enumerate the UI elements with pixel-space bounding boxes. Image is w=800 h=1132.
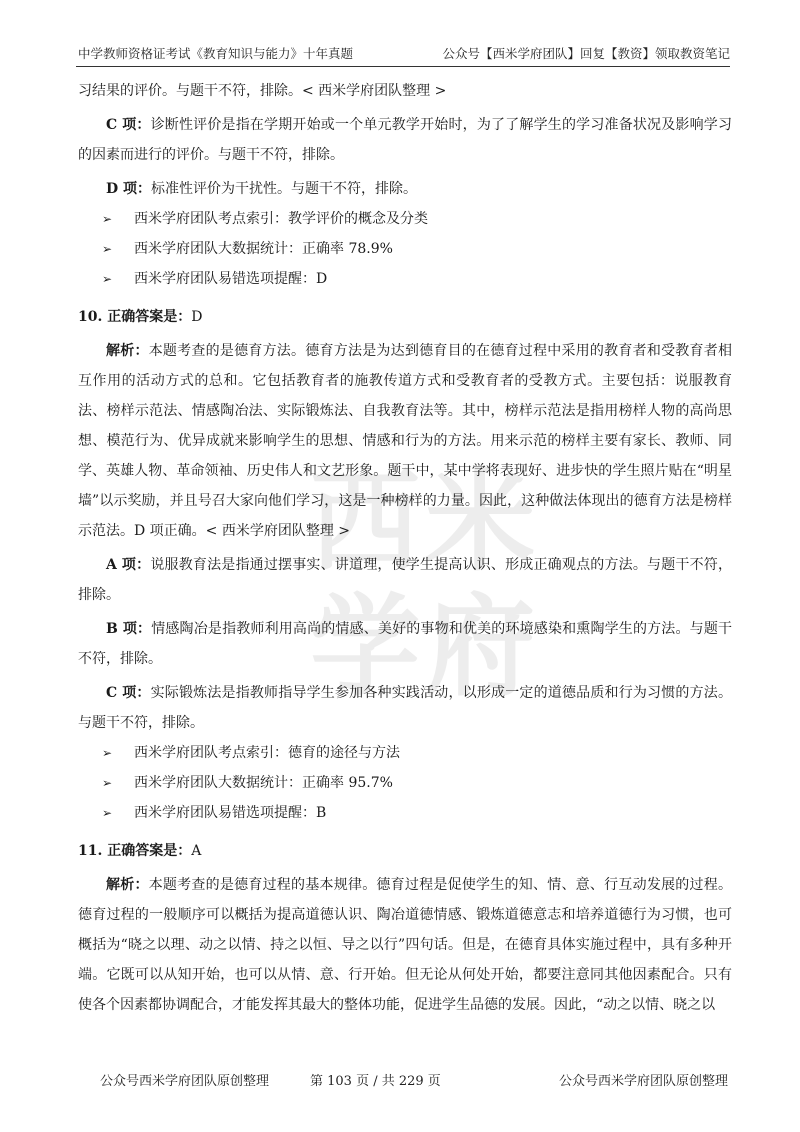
option-c-analysis [78,110,732,170]
bullet-item [78,738,732,768]
option-b-analysis [78,614,732,674]
page-header [78,44,730,66]
watermark-char-1: 西 [310,458,420,586]
arrow-bullet-icon: ➢ [102,746,113,760]
continued-line: 习结果的评价。与题干不符，排除。< 西米学府团队整理 > [78,83,447,99]
question-10-analysis [78,336,732,546]
header-right-note: 公众号【西米学府团队】回复【教资】领取教资笔记 [442,46,730,61]
option-b-text: 情感陶冶是指教师利用高尚的情感、美好的事物和优美的环境感染和熏陶学生的方法。与题干不符，排除。 [78,621,732,667]
option-d-label: D 项： [106,181,152,197]
bullet-item [78,264,732,294]
option-d-analysis [78,174,732,204]
bullet-text: 西米学府团队大数据统计：正确率 78.9% [134,241,393,257]
arrow-bullet-icon: ➢ [102,272,113,286]
arrow-bullet-icon: ➢ [102,806,113,820]
footer-left: 公众号西米学府团队原创整理 [100,1074,270,1089]
analysis-label: 解析： [106,343,149,359]
question-10-title [78,302,732,332]
bullet-text: 西米学府团队易错选项提醒：B [134,805,327,821]
option-c2-text: 实际锻炼法是指教师指导学生参加各种实践活动，以形成一定的道德品质和行为习惯的方法。与题干不符，排除。 [78,685,732,731]
bullet-item [78,798,732,828]
bullet-item [78,768,732,798]
option-c-text: 诊断性评价是指在学期开始或一个单元教学开始时，为了了解学生的学习准备状况及影响学习的因素而进行的评价。与题干不符，排除。 [78,117,732,163]
bullet-text: 西米学府团队考点索引：教学评价的概念及分类 [134,211,428,227]
document-body [78,76,732,1020]
option-c-label: C 项： [106,117,151,133]
page-number: 第 103 页 / 共 229 页 [310,1074,441,1089]
question-11-answer: A [191,843,202,859]
bullet-item [78,204,732,234]
bullet-text: 西米学府团队考点索引：德育的途径与方法 [134,745,400,761]
header-divider [76,66,730,67]
option-c2-label: C 项： [106,685,151,701]
footer-right: 公众号西米学府团队原创整理 [558,1074,728,1089]
arrow-bullet-icon: ➢ [102,776,113,790]
bullet-text: 西米学府团队大数据统计：正确率 95.7% [134,775,393,791]
analysis-text: 本题考查的是德育方法。德育方法是为达到德育目的在德育过程中采用的教育者和受教育者相互作用的活动方式的总和。它包括教育者的施教传道方式和受教育者的受教方式。主要包括：说服教育法、榜样示范法、情感陶冶法、实际锻炼法、自我教育法等。其中，榜样示范法是指用榜样人物的高尚思想、模范行为、优异成就来影响学生的思想、情感和行为的方法。用来示范的榜样主要有家长、教师、同学、英雄人物、革命领袖、历史伟人和文艺形象。题干中，某中学将表现好、进步快的学生照片贴在“明星墙”以示奖励，并且号召大家向他们学习，这是一种榜样的力量。因此，这种做法体现出的德育方法是榜样示范法。D 项正确。< 西米学府团队整理 > [78,343,733,539]
question-10-label: 10. 正确答案是： [78,309,192,325]
watermark-char-3: 学 [310,583,420,710]
question-11-title [78,836,732,866]
option-a-text: 说服教育法是指通过摆事实、讲道理，使学生提高认识、形成正确观点的方法。与题干不符，排除。 [78,557,732,603]
question-11-label: 11. 正确答案是： [78,843,192,859]
option-d-text: 标准性评价为干扰性。与题干不符，排除。 [151,181,418,197]
analysis-text: 本题考查的是德育过程的基本规律。德育过程是促使学生的知、情、意、行互动发展的过程。德育过程的一般顺序可以概括为提高道德认识、陶冶道德情感、锻炼道德意志和培养道德行为习惯，也可概括为“晓之以理、动之以情、持之以恒、导之以行”四句话。但是，在德育具体实施过程中，具有多种开端。它既可以从知开始，也可以从情、意、行开始。但无论从何处开始，都要注意同其他因素配合。只有使各个因素都协调配合，才能发挥其最大的整体功能，促进学生品德的发展。因此，“动之以情、晓之以 [78,877,733,1013]
analysis-label: 解析： [106,877,149,893]
header-left-title: 中学教师资格证考试《教育知识与能力》十年真题 [78,46,354,61]
question-11-analysis [78,870,732,1020]
bullet-item [78,234,732,264]
option-c2-analysis [78,678,732,738]
arrow-bullet-icon: ➢ [102,242,113,256]
option-a-analysis [78,550,732,610]
option-b-label: B 项： [106,621,152,637]
bullet-text: 西米学府团队易错选项提醒：D [134,271,328,287]
watermark-char-4: 府 [425,583,535,710]
arrow-bullet-icon: ➢ [102,212,113,226]
option-a-label: A 项： [106,557,151,573]
question-10-answer: D [191,309,203,325]
watermark-char-2: 米 [425,458,535,586]
